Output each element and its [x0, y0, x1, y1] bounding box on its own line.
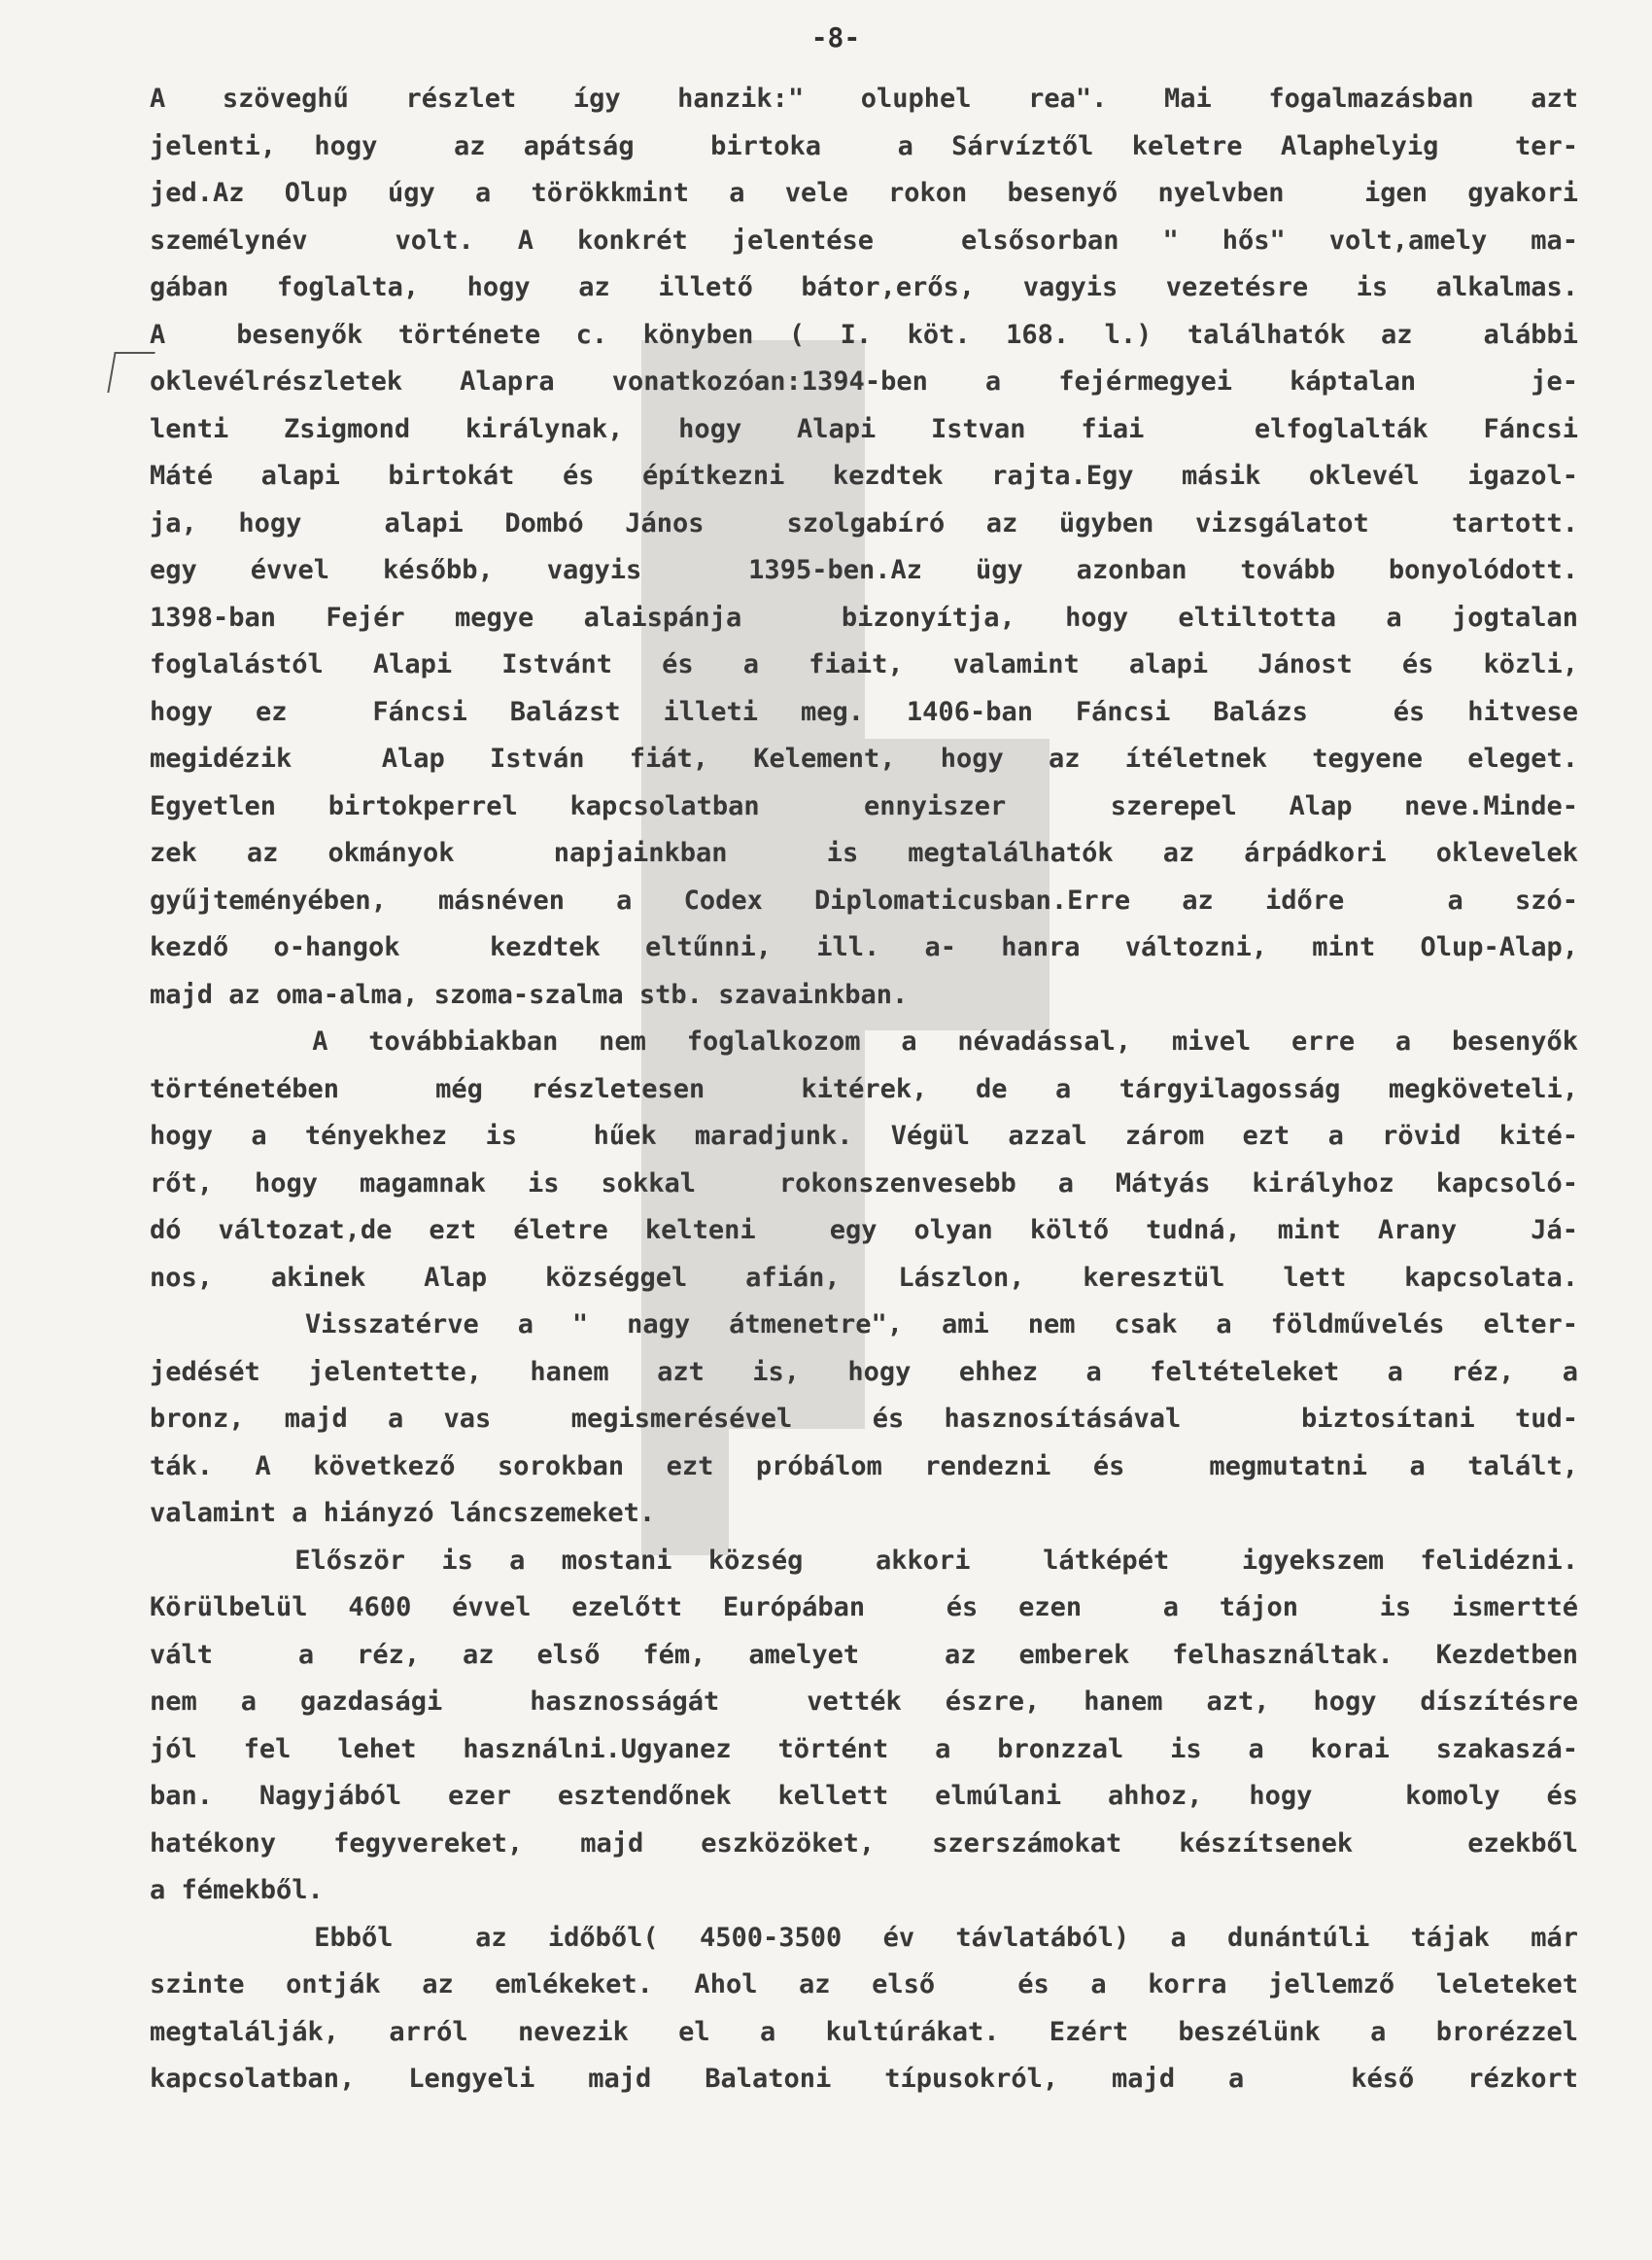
- text-line: Körülbelül 4600 évvel ezelőtt Európában és ezen a tájon is ismertté: [150, 1592, 1578, 1622]
- text-line: megtalálják, arról nevezik el a kultúrákat. Ezért beszélünk a brorézzel: [150, 2016, 1578, 2047]
- text-line: dó változat,de ezt életre kelteni egy olyan költő tudná, mint Arany Já-: [150, 1215, 1578, 1245]
- text-line: A szöveghű részlet így hanzik:" oluphel rea". Mai fogalmazásban azt: [150, 84, 1578, 114]
- text-line: vált a réz, az első fém, amelyet az emberek felhasználtak. Kezdetben: [150, 1639, 1578, 1670]
- text-line: kezdő o-hangok kezdtek eltűnni, ill. a- hanra változni, mint Olup-Alap,: [150, 932, 1578, 962]
- text-line: rőt, hogy magamnak is sokkal rokonszenvesebb a Mátyás királyhoz kapcsoló-: [150, 1167, 1578, 1199]
- text-line: jedését jelentette, hanem azt is, hogy ehhez a feltételeket a réz, a: [150, 1356, 1578, 1387]
- text-line: hogy a tényekhez is hűek maradjunk. Végül azzal zárom ezt a rövid kité-: [150, 1121, 1578, 1151]
- text-line: jelenti, hogy az apátság birtoka a Sárvíztől keletre Alaphelyig ter-: [150, 130, 1578, 161]
- text-line: Ebből az időből( 4500-3500 év távlatából) a dunántúli tájak már: [150, 1922, 1578, 1953]
- text-line: jed.Az Olup úgy a törökkmint a vele rokon besenyő nyelvben igen gyakori: [150, 178, 1578, 208]
- text-line: majd az oma-alma, szoma-szalma stb. szavainkban.: [150, 979, 909, 1010]
- text-line: valamint a hiányzó láncszemeket.: [150, 1498, 656, 1528]
- text-line: személynév volt. A konkrét jelentése elsősorban " hős" volt,amely ma-: [150, 225, 1578, 256]
- text-line: oklevélrészletek Alapra vonatkozóan:1394-ben a fejérmegyei káptalan je-: [150, 366, 1578, 397]
- text-line: Egyetlen birtokperrel kapcsolatban ennyiszer szerepel Alap neve.Minde-: [150, 790, 1578, 821]
- text-line: 1398-ban Fejér megye alaispánja bizonyítja, hogy eltiltotta a jogtalan: [150, 602, 1578, 633]
- text-line: lenti Zsigmond királynak, hogy Alapi Istvan fiai elfoglalták Fáncsi: [150, 413, 1578, 444]
- text-line: hogy ez Fáncsi Balázst illeti meg. 1406-ban Fáncsi Balázs és hitvese: [150, 696, 1578, 727]
- text-line: megidézik Alap István fiát, Kelement, hogy az ítéletnek tegyene eleget.: [150, 744, 1578, 774]
- text-line: bronz, majd a vas megismerésével és hasznosításával biztosítani tud-: [150, 1404, 1578, 1434]
- text-line: Máté alapi birtokát és építkezni kezdtek rajta.Egy másik oklevél igazol-: [150, 461, 1578, 491]
- text-line: gában foglalta, hogy az illető bátor,erős, vagyis vezetésre is alkalmas.: [150, 272, 1578, 302]
- text-line: ták. A következő sorokban ezt próbálom rendezni és megmutatni a talált,: [150, 1450, 1578, 1481]
- text-line: ja, hogy alapi Dombó János szolgabíró az ügyben vizsgálatot tartott.: [150, 507, 1578, 539]
- page-number: -8-: [810, 21, 861, 53]
- text-line: hatékony fegyvereket, majd eszközöket, szerszámokat készítsenek ezekből: [150, 1827, 1578, 1859]
- text-line: nos, akinek Alap községgel afián, Lászlon, keresztül lett kapcsolata.: [150, 1262, 1578, 1293]
- margin-mark: [107, 352, 155, 393]
- text-line: foglalástól Alapi Istvánt és a fiait, valamint alapi Jánost és közli,: [150, 649, 1578, 679]
- text-line: gyűjteményében, másnéven a Codex Diplomaticusban.Erre az időre a szó-: [150, 885, 1578, 916]
- text-line: Visszatérve a " nagy átmenetre", ami nem csak a földművelés elter-: [150, 1309, 1578, 1339]
- text-line: A továbbiakban nem foglalkozom a névadással, mivel erre a besenyők: [150, 1026, 1578, 1057]
- text-line: zek az okmányok napjainkban is megtalálhatók az árpádkori oklevelek: [150, 838, 1578, 868]
- text-line: jól fel lehet használni.Ugyanez történt a bronzzal is a korai szakaszá-: [150, 1733, 1578, 1764]
- body-text: [150, 76, 1578, 2104]
- text-line: szinte ontják az emlékeket. Ahol az első és a korra jellemző leleteket: [150, 1969, 1578, 1999]
- text-line: egy évvel később, vagyis 1395-ben.Az ügy azonban tovább bonyolódott.: [150, 555, 1578, 585]
- text-line: ban. Nagyjából ezer esztendőnek kellett elmúlani ahhoz, hogy komoly és: [150, 1781, 1578, 1811]
- text-line: A besenyők története c. könyben ( I. köt. 168. l.) találhatók az alábbi: [150, 319, 1578, 350]
- text-line: kapcsolatban, Lengyeli majd Balatoni típusokról, majd a késő rézkort: [150, 2064, 1578, 2094]
- text-line: nem a gazdasági hasznosságát vették észre, hanem azt, hogy díszítésre: [150, 1686, 1578, 1717]
- text-line: a fémekből.: [150, 1875, 324, 1905]
- text-line: Először is a mostani község akkori látképét igyekszem felidézni.: [150, 1545, 1578, 1576]
- text-line: történetében még részletesen kitérek, de a tárgyilagosság megköveteli,: [150, 1073, 1578, 1104]
